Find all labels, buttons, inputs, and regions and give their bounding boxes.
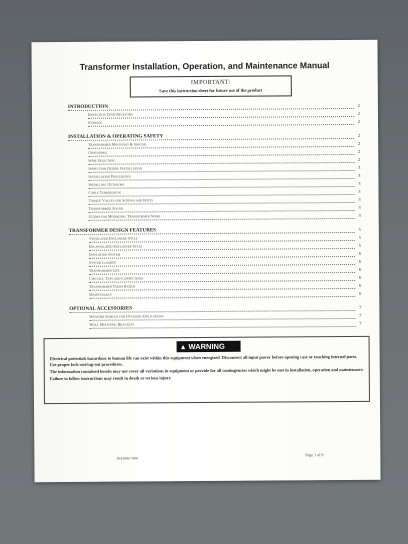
toc-entry-title: Transformer Life: [89, 268, 120, 273]
toc-page-number: 2: [357, 102, 360, 108]
toc-section-title: TRANSFORMER DESIGN FEATURES: [68, 228, 156, 234]
toc-page-number: 2: [357, 140, 361, 146]
toc-entry-title: Storage: [88, 120, 103, 125]
warning-line: Failure to follow instructions may result in death or serious injury: [49, 375, 171, 381]
toc-page-number: 7: [359, 304, 362, 310]
leader-dots: [89, 296, 355, 299]
warning-badge: [177, 341, 241, 352]
manual-page: [31, 40, 380, 482]
document-number: 304-0067-000: [116, 456, 138, 461]
toc-page-number: 6: [358, 290, 362, 296]
toc-page-number: 2: [358, 156, 361, 162]
toc-section-title: INSTALLATION & OPERATING SAFETY: [68, 134, 164, 140]
toc-entry-title: Installing Outdoors: [88, 182, 125, 187]
warning-line: Electrical potentials hazardous to human life can exist within this equipment when energized. Disconnect all input power before opening case or touching internal parts. Use proper lock-out/tag-out procedures.: [49, 353, 358, 367]
toc-page-number: 3: [358, 212, 361, 218]
toc-entry: [68, 119, 360, 129]
toc-entry-title: Ventilated Enclosure Style: [88, 236, 138, 241]
document-title: Transformer Installation, Operation, and Maintenance Manual: [79, 60, 330, 72]
important-notice: [130, 75, 292, 97]
toc-page-number: 5: [358, 226, 361, 232]
toc-page-number: 3: [358, 172, 361, 178]
toc-page-number: 3: [358, 204, 361, 210]
toc-entry-title: Transformer Mounting & Spacing: [88, 142, 147, 147]
toc-page-number: 3: [358, 164, 361, 170]
warning-triangle-icon: ▲: [179, 344, 187, 352]
toc-page-number: 5: [358, 234, 361, 240]
toc-page-number: 6: [358, 282, 362, 288]
warning-text: [50, 354, 364, 383]
table-of-contents: [68, 103, 362, 331]
toc-entry-title: Wire Selection: [88, 158, 115, 163]
toc-page-number: 2: [357, 110, 360, 116]
toc-entry-title: Wall Mounting Brackets: [89, 322, 135, 327]
toc-entry-title: Circuits, Taps and Connections: [89, 276, 144, 281]
toc-entry-title: System Loading: [88, 260, 117, 265]
toc-page-number: 7: [359, 312, 362, 318]
page-number: Page 1 of 8: [305, 452, 324, 458]
toc-entry-title: Grounding: [88, 150, 108, 155]
warning-badge-label: WARNING: [188, 341, 225, 352]
warning-box: [44, 336, 370, 404]
toc-entry-title: Inspection Upon Receiving: [87, 112, 134, 117]
toc-page-number: 6: [358, 250, 361, 256]
toc-page-number: 5: [358, 242, 361, 248]
toc-page-number: 6: [358, 274, 362, 280]
warning-line: The information contained herein may not cover all variations in equipment or provide for all contingencies which might be met in installation, operation and maintenance.: [49, 366, 364, 374]
toc-page-number: 2: [357, 148, 361, 154]
toc-entry-title: Insulation System: [88, 252, 121, 257]
toc-entry-title: Cable Termination: [88, 190, 121, 195]
toc-section-title: INTRODUCTION: [67, 104, 108, 110]
toc-entry-title: Maintenance: [89, 292, 112, 297]
toc-entry-title: Encapsulated Enclosure Style: [88, 244, 143, 249]
notice-heading: IMPORTANT:: [190, 78, 231, 87]
toc-entry: [69, 291, 361, 301]
toc-entry: [69, 321, 361, 331]
toc-page-number: 3: [358, 180, 361, 186]
toc-entry-title: Weather Shields for Outdoor Applications: [89, 314, 164, 319]
toc-entry-title: Guides for Minimizing Transformer Noise: [88, 214, 161, 219]
toc-entry-title: Torque Values for Screws and Bolts: [88, 198, 153, 203]
toc-page-number: 2: [357, 118, 361, 124]
toc-entry-title: Transformer Turns Ratios: [89, 284, 136, 289]
toc-page-number: 6: [358, 266, 362, 272]
toc-page-number: 2: [357, 132, 361, 138]
notice-text: Save this instruction sheet for future use of the product: [159, 87, 263, 94]
toc-entry-title: Installation Procedures: [88, 174, 131, 179]
toc-entry-title: Transformer Sound: [88, 206, 124, 211]
toc-entry-title: Inspection During Installation: [88, 166, 142, 171]
toc-entry: [69, 213, 361, 223]
toc-page-number: 7: [359, 320, 362, 326]
toc-page-number: 3: [358, 188, 361, 194]
toc-section-title: OPTIONAL ACCESSORIES: [69, 306, 133, 312]
leader-dots: [88, 124, 354, 127]
toc-page-number: 6: [358, 258, 362, 264]
toc-page-number: 3: [358, 196, 361, 202]
